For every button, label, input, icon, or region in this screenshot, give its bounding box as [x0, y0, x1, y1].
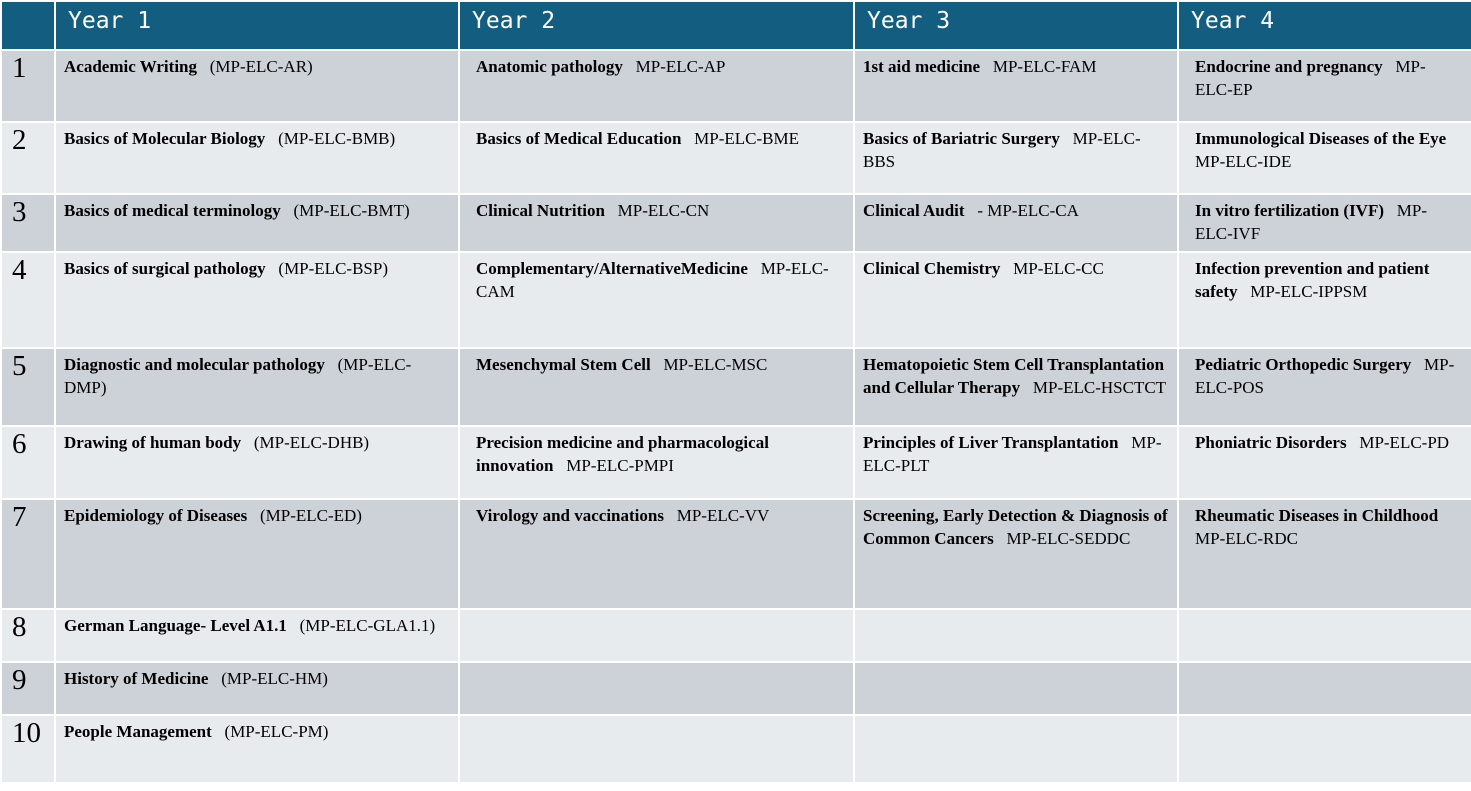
- course-name: Basics of Medical Education: [476, 129, 682, 148]
- course-cell: [854, 50, 1178, 122]
- course-code: MP-ELC-RDC: [1195, 529, 1298, 548]
- course-name: Basics of Bariatric Surgery: [863, 129, 1060, 148]
- course-name: Phoniatric Disorders: [1195, 433, 1347, 452]
- course-cell: [55, 662, 459, 715]
- course-code: MP-ELC-SEDDC: [1006, 529, 1131, 548]
- course-name: Drawing of human body: [64, 433, 242, 452]
- course-code: MP-ELC-EP: [1195, 57, 1426, 99]
- course-code: MP-ELC-IVF: [1195, 201, 1427, 243]
- course-name: Pediatric Orthopedic Surgery: [1195, 355, 1412, 374]
- course-cell: [459, 609, 854, 662]
- course-cell: [459, 50, 854, 122]
- course-cell: [55, 348, 459, 426]
- course-code: MP-ELC-IPPSM: [1250, 282, 1368, 301]
- course-cell: [854, 715, 1178, 783]
- course-code: MP-ELC-BME: [694, 129, 800, 148]
- table-row: [1, 348, 1471, 426]
- course-cell: [1178, 122, 1471, 194]
- course-name: Clinical Audit: [863, 201, 965, 220]
- course-name: In vitro fertilization (IVF): [1195, 201, 1385, 220]
- course-code: (MP-ELC-HM): [221, 669, 328, 688]
- course-name: Hematopoietic Stem Cell Transplantation and Cellular Therapy: [863, 355, 1165, 397]
- course-cell: [1178, 609, 1471, 662]
- course-cell: [854, 194, 1178, 252]
- course-code: (MP-ELC-DHB): [253, 433, 370, 452]
- table-row: [1, 122, 1471, 194]
- course-cell: [55, 499, 459, 609]
- row-number: 1: [1, 50, 55, 122]
- course-cell: [459, 662, 854, 715]
- course-name: Clinical Chemistry: [863, 259, 1001, 278]
- course-code: MP-ELC-CC: [1013, 259, 1104, 278]
- course-name: Infection prevention and patient safety: [1195, 259, 1430, 301]
- course-name: Academic Writing: [64, 57, 197, 76]
- course-cell: [854, 499, 1178, 609]
- course-code: (MP-ELC-DMP): [64, 355, 412, 397]
- course-cell: [55, 609, 459, 662]
- course-cell: [1178, 194, 1471, 252]
- course-name: Complementary/AlternativeMedicine: [476, 259, 748, 278]
- header-row: [1, 1, 1471, 50]
- table-body: [1, 50, 1471, 783]
- course-cell: [55, 50, 459, 122]
- course-name: Basics of surgical pathology: [64, 259, 266, 278]
- row-number: 10: [1, 715, 55, 783]
- header-year-3: Year 3: [854, 1, 1178, 50]
- course-code: MP-ELC-IDE: [1195, 152, 1292, 171]
- table-row: [1, 426, 1471, 499]
- course-name: Screening, Early Detection & Diagnosis of Common Cancers: [863, 506, 1168, 548]
- course-code: MP-ELC-PD: [1359, 433, 1450, 452]
- course-name: People Management: [64, 722, 212, 741]
- course-name: Diagnostic and molecular pathology: [64, 355, 325, 374]
- course-cell: [459, 499, 854, 609]
- course-cell: [854, 426, 1178, 499]
- course-code: (MP-ELC-PM): [224, 722, 329, 741]
- course-code: MP-ELC-PMPI: [566, 456, 674, 475]
- row-number: 9: [1, 662, 55, 715]
- table-row: [1, 662, 1471, 715]
- course-name: Basics of medical terminology: [64, 201, 281, 220]
- course-code: MP-ELC-CN: [617, 201, 710, 220]
- course-cell: [854, 662, 1178, 715]
- course-cell: [55, 252, 459, 348]
- course-cell: [854, 122, 1178, 194]
- course-cell: [1178, 252, 1471, 348]
- row-number: 8: [1, 609, 55, 662]
- course-cell: [459, 252, 854, 348]
- course-cell: [854, 252, 1178, 348]
- course-code: MP-ELC-PLT: [863, 433, 1162, 475]
- course-cell: [459, 348, 854, 426]
- course-cell: [55, 194, 459, 252]
- row-number: 7: [1, 499, 55, 609]
- course-name: 1st aid medicine: [863, 57, 981, 76]
- row-number: 6: [1, 426, 55, 499]
- course-code: MP-ELC-MSC: [663, 355, 768, 374]
- course-name: German Language- Level A1.1: [64, 616, 287, 635]
- course-name: Epidemiology of Diseases: [64, 506, 248, 525]
- course-cell: [55, 715, 459, 783]
- course-cell: [854, 609, 1178, 662]
- course-cell: [459, 122, 854, 194]
- course-name: Precision medicine and pharmacological innovation: [476, 433, 769, 475]
- header-year-2: Year 2: [459, 1, 854, 50]
- course-cell: [459, 194, 854, 252]
- course-cell: [1178, 662, 1471, 715]
- table-row: [1, 252, 1471, 348]
- course-cell: [1178, 50, 1471, 122]
- course-code: (MP-ELC-BMB): [278, 129, 396, 148]
- course-cell: [1178, 499, 1471, 609]
- header-year-1: Year 1: [55, 1, 459, 50]
- course-code: MP-ELC-VV: [676, 506, 770, 525]
- course-code: MP-ELC-HSCTCT: [1032, 378, 1167, 397]
- course-code: - MP-ELC-CA: [977, 201, 1079, 220]
- course-cell: [1178, 715, 1471, 783]
- course-cell: [459, 426, 854, 499]
- course-code: (MP-ELC-ED): [259, 506, 362, 525]
- course-name: Clinical Nutrition: [476, 201, 605, 220]
- course-cell: [55, 122, 459, 194]
- course-cell: [1178, 426, 1471, 499]
- header-corner: [1, 1, 55, 50]
- course-code: (MP-ELC-AR): [209, 57, 313, 76]
- course-code: MP-ELC-FAM: [992, 57, 1097, 76]
- course-code: MP-ELC-BBS: [863, 129, 1141, 171]
- course-code: MP-ELC-CAM: [476, 259, 829, 301]
- course-cell: [55, 426, 459, 499]
- course-code: (MP-ELC-BMT): [293, 201, 410, 220]
- table-row: [1, 715, 1471, 783]
- course-name: History of Medicine: [64, 669, 209, 688]
- course-name: Endocrine and pregnancy: [1195, 57, 1383, 76]
- row-number: 4: [1, 252, 55, 348]
- course-name: Anatomic pathology: [476, 57, 623, 76]
- course-name: Mesenchymal Stem Cell: [476, 355, 651, 374]
- course-code: (MP-ELC-GLA1.1): [299, 616, 436, 635]
- course-cell: [854, 348, 1178, 426]
- table-row: [1, 609, 1471, 662]
- course-name: Rheumatic Diseases in Childhood: [1195, 506, 1439, 525]
- row-number: 3: [1, 194, 55, 252]
- course-code: (MP-ELC-BSP): [278, 259, 388, 278]
- row-number: 2: [1, 122, 55, 194]
- course-code: MP-ELC-POS: [1195, 355, 1455, 397]
- course-name: Virology and vaccinations: [476, 506, 664, 525]
- course-name: Basics of Molecular Biology: [64, 129, 266, 148]
- table-row: [1, 194, 1471, 252]
- course-cell: [459, 715, 854, 783]
- table-row: [1, 499, 1471, 609]
- course-name: Principles of Liver Transplantation: [863, 433, 1119, 452]
- course-name: Immunological Diseases of the Eye: [1195, 129, 1447, 148]
- course-cell: [1178, 348, 1471, 426]
- row-number: 5: [1, 348, 55, 426]
- table-row: [1, 50, 1471, 122]
- header-year-4: Year 4: [1178, 1, 1471, 50]
- course-code: MP-ELC-AP: [635, 57, 726, 76]
